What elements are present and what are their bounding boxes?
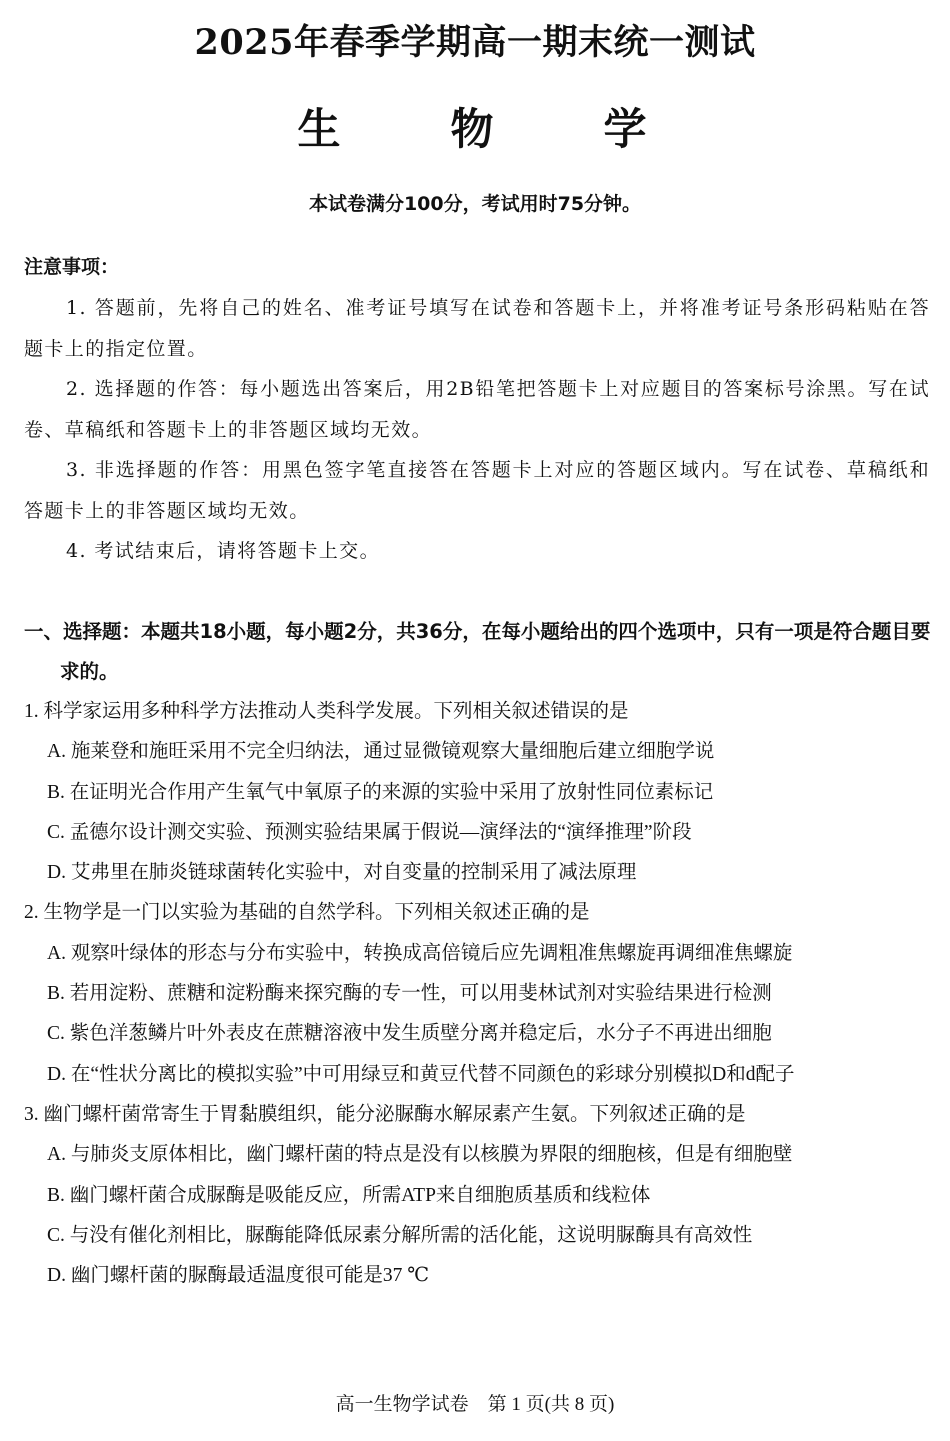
question-option: A. 观察叶绿体的形态与分布实验中，转换成高倍镜后应先调粗准焦螺旋再调细准焦螺旋 [47,942,793,964]
question-stem: 2. 生物学是一门以实验为基础的自然学科。下列相关叙述正确的是 [24,902,590,924]
notice-item: 2. 选择题的作答：每小题选出答案后，用2B铅笔把答题卡上对应题目的答案标号涂黑。写在试卷、草稿纸和答题卡上的非答题区域均无效。 [24,378,930,441]
question-option: B. 在证明光合作用产生氧气中氧原子的来源的实验中采用了放射性同位素标记 [47,781,714,803]
exam-title: 2025年春季学期高一期末统一测试 [194,22,756,63]
question-option: B. 若用淀粉、蔗糖和淀粉酶来探究酶的专一性，可以用斐林试剂对实验结果进行检测 [47,983,772,1005]
subject-char: 物 [450,105,500,155]
subject-char: 学 [603,105,653,155]
question-option: C. 孟德尔设计测交实验、预测实验结果属于假说—演绎法的“演绎推理”阶段 [47,821,692,843]
question [24,692,932,893]
subject-title [0,100,950,160]
question-list [24,692,932,1296]
page-footer: 高一生物学试卷 第 1 页(共 8 页) [335,1394,615,1415]
section-heading: 一、选择题：本题共18小题，每小题2分，共36分，在每小题给出的四个选项中，只有一项是符合题目要求的。 [24,620,931,683]
question-stem: 3. 幽门螺杆菌常寄生于胃黏膜组织，能分泌脲酶水解尿素产生氨。下列叙述正确的是 [24,1103,746,1125]
question [24,893,932,1094]
question-option: C. 与没有催化剂相比，脲酶能降低尿素分解所需的活化能，这说明脲酶具有高效性 [47,1224,753,1246]
question-option: A. 施莱登和施旺采用不完全归纳法，通过显微镜观察大量细胞后建立细胞学说 [47,741,715,763]
notice-list [24,288,930,572]
question-stem: 1. 科学家运用多种科学方法推动人类科学发展。下列相关叙述错误的是 [24,701,629,722]
question-option: D. 在“性状分离比的模拟实验”中可用绿豆和黄豆代替不同颜色的彩球分别模拟D和d配子 [47,1063,795,1085]
notice-item: 4. 考试结束后，请将答题卡上交。 [66,540,380,562]
question-option: B. 幽门螺杆菌合成脲酶是吸能反应，所需ATP来自细胞质基质和线粒体 [47,1184,651,1206]
question-option: C. 紫色洋葱鳞片叶外表皮在蔗糖溶液中发生质壁分离并稳定后，水分子不再进出细胞 [47,1023,772,1045]
question-option: D. 艾弗里在肺炎链球菌转化实验中，对自变量的控制采用了减法原理 [47,862,637,884]
notice-item: 1. 答题前，先将自己的姓名、准考证号填写在试卷和答题卡上，并将准考证号条形码粘贴在答题卡上的指定位置。 [24,297,930,360]
question-option: A. 与肺炎支原体相比，幽门螺杆菌的特点是没有以核膜为界限的细胞核，但是有细胞壁 [47,1144,793,1166]
question-option: D. 幽门螺杆菌的脲酶最适温度很可能是37 ℃ [47,1265,430,1287]
notice-item: 3. 非选择题的作答：用黑色签字笔直接答在答题卡上对应的答题区域内。写在试卷、草稿纸和答题卡上的非答题区域均无效。 [24,459,930,522]
notice-heading: 注意事项： [24,256,120,278]
question [24,1095,932,1296]
exam-info: 本试卷满分100分，考试用时75分钟。 [308,193,642,215]
subject-char: 生 [297,105,347,155]
